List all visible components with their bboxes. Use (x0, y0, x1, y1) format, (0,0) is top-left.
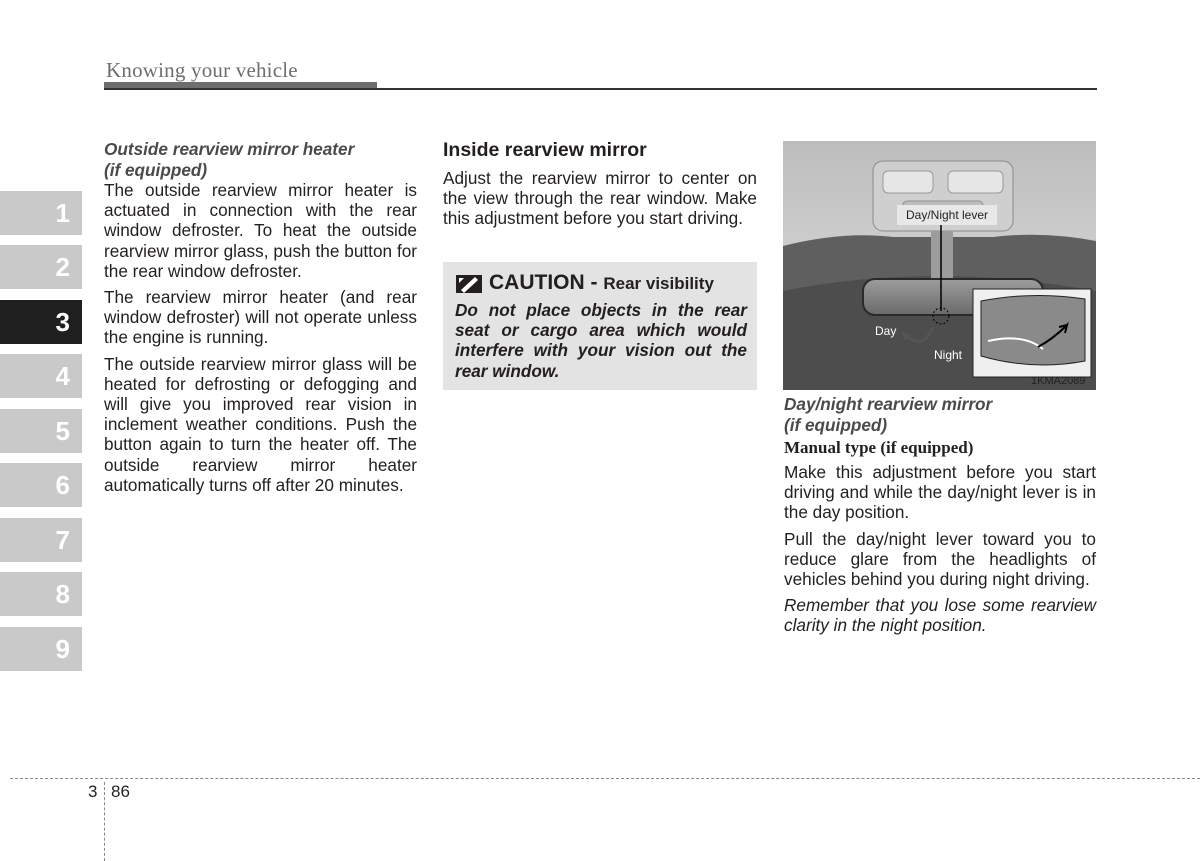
caution-header (455, 270, 747, 297)
footer-separator (104, 782, 105, 861)
middle-column (443, 139, 757, 229)
section-subheading-qualifier: (if equipped) (104, 159, 208, 180)
header-title: Knowing your vehicle (106, 58, 298, 82)
chapter-tab-1[interactable]: 1 (0, 191, 82, 235)
note-text: Remember that you lose some rearview clarity in the night position. (784, 595, 1096, 636)
caution-icon (455, 274, 483, 294)
figure-code: 1KMA2089 (1031, 375, 1086, 387)
day-label: Day (875, 324, 897, 338)
paragraph: The outside rearview mirror heater is actuated in connection with the rear window defroster. To heat the outside rearview mirror glass, push the button for the rear window defroster. (104, 180, 417, 281)
mirror-illustration (783, 141, 1096, 390)
caution-label: CAUTION - (489, 271, 598, 294)
paragraph: The outside rearview mirror glass will be heated for defrosting or defogging and will give you improved rear vision in inclement weather conditions. Push the button again to turn the heater off. The outside rearview mirror heater automatically turns off after 20 minutes. (104, 353, 417, 495)
paragraph: Make this adjustment before you start driving and while the day/night lever is in the day position. (784, 462, 1096, 523)
night-label: Night (934, 348, 963, 362)
chapter-tab-2[interactable]: 2 (0, 245, 82, 289)
chapter-tab-8[interactable]: 8 (0, 572, 82, 616)
caution-topic: Rear visibility (603, 274, 714, 293)
manual-type-heading: Manual type (if equipped) (784, 438, 974, 457)
chapter-tab-3[interactable]: 3 (0, 300, 82, 344)
right-column (784, 394, 1096, 636)
footer-rule (10, 778, 1200, 779)
chapter-tab-9[interactable]: 9 (0, 627, 82, 671)
chapter-tab-7[interactable]: 7 (0, 518, 82, 562)
section-heading: Inside rearview mirror (443, 139, 647, 161)
paragraph: Adjust the rearview mirror to center on the view through the rear window. Make this adjustment before you start driving. (443, 168, 757, 229)
paragraph: Pull the day/night lever toward you to reduce glare from the headlights of vehicles behind you during night driving. (784, 528, 1096, 590)
section-subheading-qualifier: (if equipped) (784, 414, 888, 435)
paragraph: The rearview mirror heater (and rear window defroster) will not operate unless the engine is running. (104, 287, 417, 348)
caution-text: Do not place objects in the rear seat or cargo area which would interfere with your vision out the rear window. (455, 300, 747, 381)
mirror-drawing (783, 141, 1096, 390)
lever-label: Day/Night lever (905, 208, 989, 222)
section-subheading: Outside rearview mirror heater (104, 139, 355, 159)
chapter-tab-6[interactable]: 6 (0, 463, 82, 507)
header-divider (104, 88, 1097, 90)
page-number: 86 (111, 782, 130, 801)
left-column (104, 139, 417, 495)
chapter-number: 3 (88, 782, 98, 801)
section-subheading: Day/night rearview mirror (784, 394, 993, 414)
chapter-tab-4[interactable]: 4 (0, 354, 82, 398)
chapter-tab-5[interactable]: 5 (0, 409, 82, 453)
caution-box (443, 262, 757, 390)
